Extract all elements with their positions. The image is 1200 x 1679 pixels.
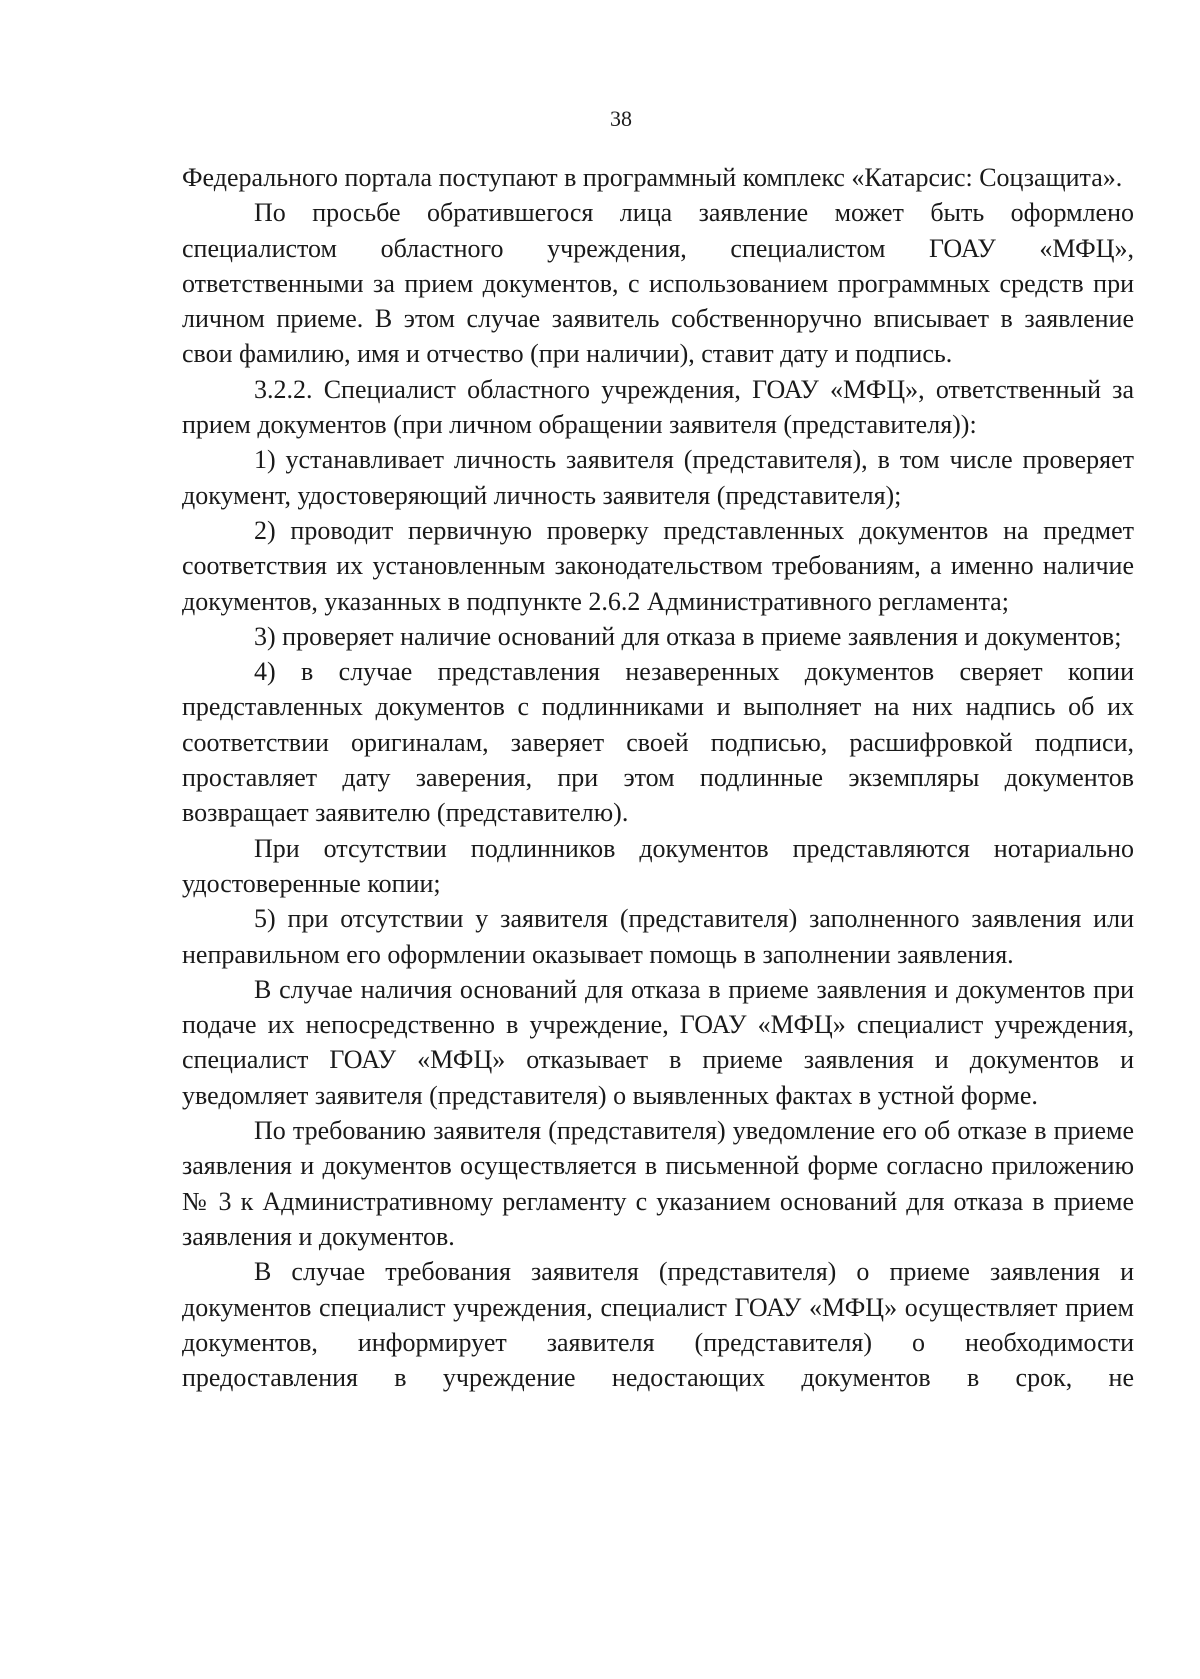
paragraph-section-3-2-2: 3.2.2. Специалист областного учреждения, ГОАУ «МФЦ», ответственный за прием документов (при личном обращении заявителя (представителя)): (182, 374, 1134, 440)
paragraph-written-refusal: По требованию заявителя (представителя) уведомление его об отказе в приеме заявления и документов осуществляется в письменной форме согласно приложению № 3 к Административному регламенту с указанием оснований для отказа в приеме заявления и документов. (182, 1116, 1134, 1251)
paragraph-item-1: 1) устанавливает личность заявителя (представителя), в том числе проверяет документ, удостоверяющий личность заявителя (представителя); (182, 445, 1134, 510)
paragraph-notarized-copies: При отсутствии подлинников документов представляются нотариально удостоверенные копии; (182, 833, 1134, 898)
page-number: 38 (610, 106, 632, 131)
paragraph-application-by-specialist: По просьбе обратившегося лица заявление может быть оформлено специалистом областного учреждения, специалистом ГОАУ «МФЦ», ответственными за прием документов, с использованием программных средств при личном приеме. В этом случае заявитель собственноручно вписывает в заявление свои фамилию, имя и отчество (при наличии), ставит дату и подпись. (182, 198, 1134, 369)
paragraph-continuation: Федерального портала поступают в программный комплекс «Катарсис: Соцзащита». (182, 163, 1123, 192)
paragraph-item-4: 4) в случае представления незаверенных документов сверяет копии представленных документов с подлинниками и выполняет на них надпись об их соответствии оригиналам, заверяет своей подписью, расшифровкой подписи, проставляет дату заверения, при этом подлинные экземпляры документов возвращает заявителю (представителю). (182, 657, 1134, 828)
document-body (182, 160, 1134, 1395)
paragraph-refusal-grounds: В случае наличия оснований для отказа в приеме заявления и документов при подаче их непосредственно в учреждение, ГОАУ «МФЦ» специалист учреждения, специалист ГОАУ «МФЦ» отказывает в приеме заявления и документов и уведомляет заявителя (представителя) о выявленных фактах в устной форме. (182, 974, 1134, 1110)
paragraph-acceptance-on-request: В случае требования заявителя (представителя) о приеме заявления и документов специалист учреждения, специалист ГОАУ «МФЦ» осуществляет прием документов, информирует заявителя (представителя) о необходимости предоставления в учреждение недостающих документов в срок, не (182, 1257, 1134, 1393)
paragraph-item-3: 3) проверяет наличие оснований для отказа в приеме заявления и документов; (254, 621, 1122, 651)
paragraph-item-2: 2) проводит первичную проверку представленных документов на предмет соответствия их установленным законодательством требованиям, а именно наличие документов, указанных в подпункте 2.6.2 Административного регламента; (182, 515, 1134, 616)
paragraph-item-5: 5) при отсутствии у заявителя (представителя) заполненного заявления или неправильном его оформлении оказывает помощь в заполнении заявления. (182, 904, 1134, 969)
